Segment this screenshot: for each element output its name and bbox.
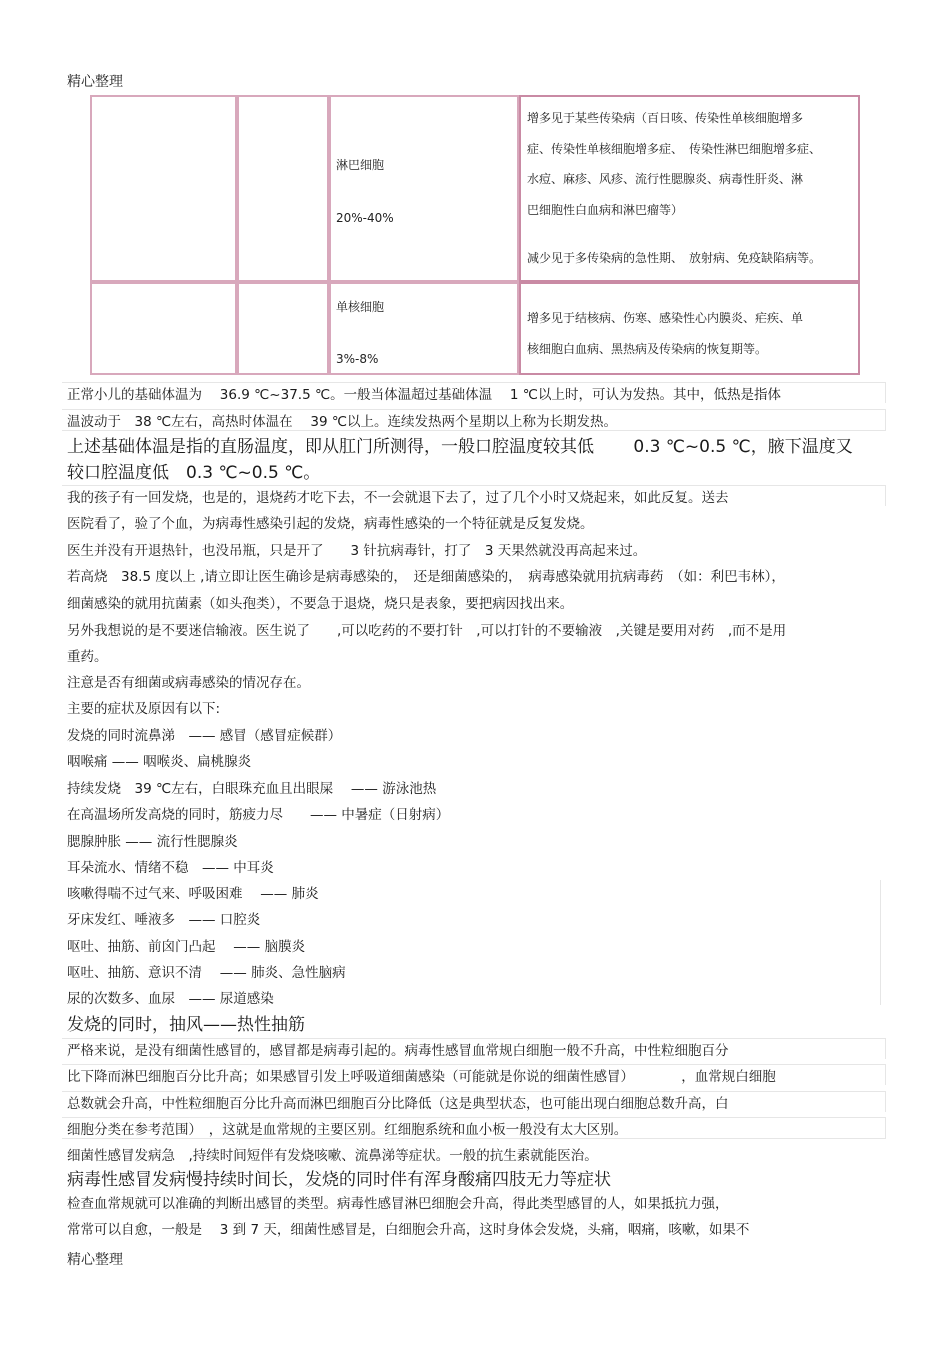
description-line: 增多见于某些传染病（百日咳、传染性单核细胞增多 — [527, 111, 804, 125]
cell-range: 3%-8% — [336, 352, 379, 366]
symptom-line: 耳朵流水、情绪不稳 —— 中耳炎 — [67, 860, 274, 876]
symptom-line: 牙床发红、唾液多 —— 口腔炎 — [67, 912, 261, 928]
paragraph-line: 细菌感染的就用抗菌素（如头孢类），不要急于退烧，烧只是表象，要把病因找出来。 — [67, 596, 574, 612]
paragraph-line: 较口腔温度低 0.3 ℃~0.5 ℃。 — [67, 463, 321, 483]
cell-range: 20%-40% — [336, 211, 394, 225]
paragraph-line: 上述基础体温是指的直肠温度，即从肛门所测得，一般口腔温度较其低 0.3 ℃~0.5 ℃，腋下温度又 — [67, 437, 853, 457]
table-cell-name-range — [329, 95, 519, 282]
cell-description — [527, 303, 803, 364]
paragraph-line: 检查血常规就可以准确的判断出感冒的类型。病毒性感冒淋巴细胞会升高，得此类型感冒的人，如果抵抗力强， — [67, 1196, 729, 1212]
paragraph-line: 医院看了，验了个血，为病毒性感染引起的发烧，病毒性感染的一个特征就是反复发烧。 — [67, 516, 594, 532]
description-line: 巴细胞性白血病和淋巴瘤等） — [527, 202, 684, 217]
paragraph-line: 另外我想说的是不要迷信输液。医生说了 ,可以吃药的不要打针 ,可以打针的不要输液 ,关键是要用对药 ,而不是用 — [67, 623, 787, 639]
description-line: 减少见于多传染病的急性期、 放射病、免疫缺陷病等。 — [527, 251, 822, 265]
paragraph-line: 严格来说，是没有细菌性感冒的，感冒都是病毒引起的。病毒性感冒血常规白细胞一般不升高，中性粒细胞百分 — [62, 1038, 886, 1059]
column-rule — [880, 880, 881, 1005]
symptom-line: 发烧的同时流鼻涕 —— 感冒（感冒症候群） — [67, 728, 342, 744]
symptom-line: 呕吐、抽筋、前囟门凸起 —— 脑膜炎 — [67, 939, 306, 955]
symptom-line: 尿的次数多、血尿 —— 尿道感染 — [67, 991, 274, 1007]
symptom-line: 呕吐、抽筋、意识不清 —— 肺炎、急性脑病 — [67, 965, 346, 981]
page-footer: 精心整理 — [67, 1252, 123, 1268]
table-cell-blank — [237, 282, 329, 375]
paragraph-line: 常常可以自愈，一般是 3 到 7 天，细菌性感冒是，白细胞会升高，这时身体会发烧，头痛，咽痛，咳嗽，如果不 — [67, 1222, 750, 1238]
symptom-line: 在高温场所发高烧的同时，筋疲力尽 —— 中暑症（日射病） — [67, 807, 450, 823]
symptom-line: 咳嗽得喘不过气来、呼吸困难 —— 肺炎 — [67, 886, 319, 902]
paragraph-line: 总数就会升高，中性粒细胞百分比升高而淋巴细胞百分比降低（这是典型状态，也可能出现白细胞总数升高，白 — [62, 1091, 886, 1112]
cell-name: 淋巴细胞 — [336, 158, 385, 172]
description-line: 核细胞白血病、黑热病及传染病的恢复期等。 — [527, 341, 768, 356]
paragraph-line: 主要的症状及原因有以下: — [67, 701, 221, 717]
symptom-line: 腮腺肿胀 —— 流行性腮腺炎 — [67, 834, 238, 850]
paragraph-line: 细胞分类在参考范围） ，这就是血常规的主要区别。红细胞系统和血小板一般没有太大区别。 — [62, 1117, 886, 1139]
description-line: 增多见于结核病、伤寒、感染性心内膜炎、疟疾、单 — [527, 311, 804, 325]
paragraph-line: 医生并没有开退热针，也没吊瓶，只是开了 3 针抗病毒针，打了 3 天果然就没再高起来过。 — [67, 543, 647, 559]
table-cell-blank — [90, 95, 237, 282]
paragraph-line: 温波动于 38 ℃左右，高热时体温在 39 ℃以上。连续发热两个星期以上称为长期发热。 — [62, 409, 886, 431]
table-cell-blank — [237, 95, 329, 282]
paragraph-line: 病毒性感冒发病慢持续时间长，发烧的同时伴有浑身酸痛四肢无力等症状 — [67, 1170, 611, 1190]
cell-description — [527, 103, 821, 274]
paragraph-line: 发烧的同时，抽风——热性抽筋 — [67, 1015, 305, 1035]
paragraph-line: 注意是否有细菌或病毒感染的情况存在。 — [67, 675, 310, 691]
description-line: 水痘、麻疹、风疹、流行性腮腺炎、病毒性肝炎、淋 — [527, 172, 804, 186]
paragraph-line: 细菌性感冒发病急 ,持续时间短伴有发烧咳嗽、流鼻涕等症状。一般的抗生素就能医治。 — [67, 1148, 598, 1164]
paragraph-line: 重药。 — [67, 649, 108, 665]
cell-name: 单核细胞 — [336, 300, 385, 314]
paragraph-line: 若高烧 38.5 度以上 ,请立即让医生确诊是病毒感染的， 还是细菌感染的， 病毒感染就用抗病毒药 （如：利巴韦林）， — [67, 569, 785, 585]
paragraph-line: 我的孩子有一回发烧，也是的，退烧药才吃下去，不一会就退下去了，过了几个小时又烧起来，如此反复。送去 — [62, 485, 886, 506]
paragraph-line: 正常小儿的基础体温为 36.9 ℃~37.5 ℃。一般当体温超过基础体温 1 ℃以上时，可认为发热。其中，低热是指体 — [62, 382, 886, 403]
symptom-line: 持续发烧 39 ℃左右，白眼珠充血且出眼屎 —— 游泳池热 — [67, 781, 437, 797]
table-cell-blank — [90, 282, 237, 375]
page-header: 精心整理 — [67, 74, 123, 90]
paragraph-line: 比下降而淋巴细胞百分比升高；如果感冒引发上呼吸道细菌感染（可能就是你说的细菌性感冒） ，血常规白细胞 — [62, 1064, 886, 1085]
symptom-line: 咽喉痛 —— 咽喉炎、扁桃腺炎 — [67, 754, 252, 770]
description-line: 症、传染性单核细胞增多症、 传染性淋巴细胞增多症、 — [527, 141, 822, 156]
